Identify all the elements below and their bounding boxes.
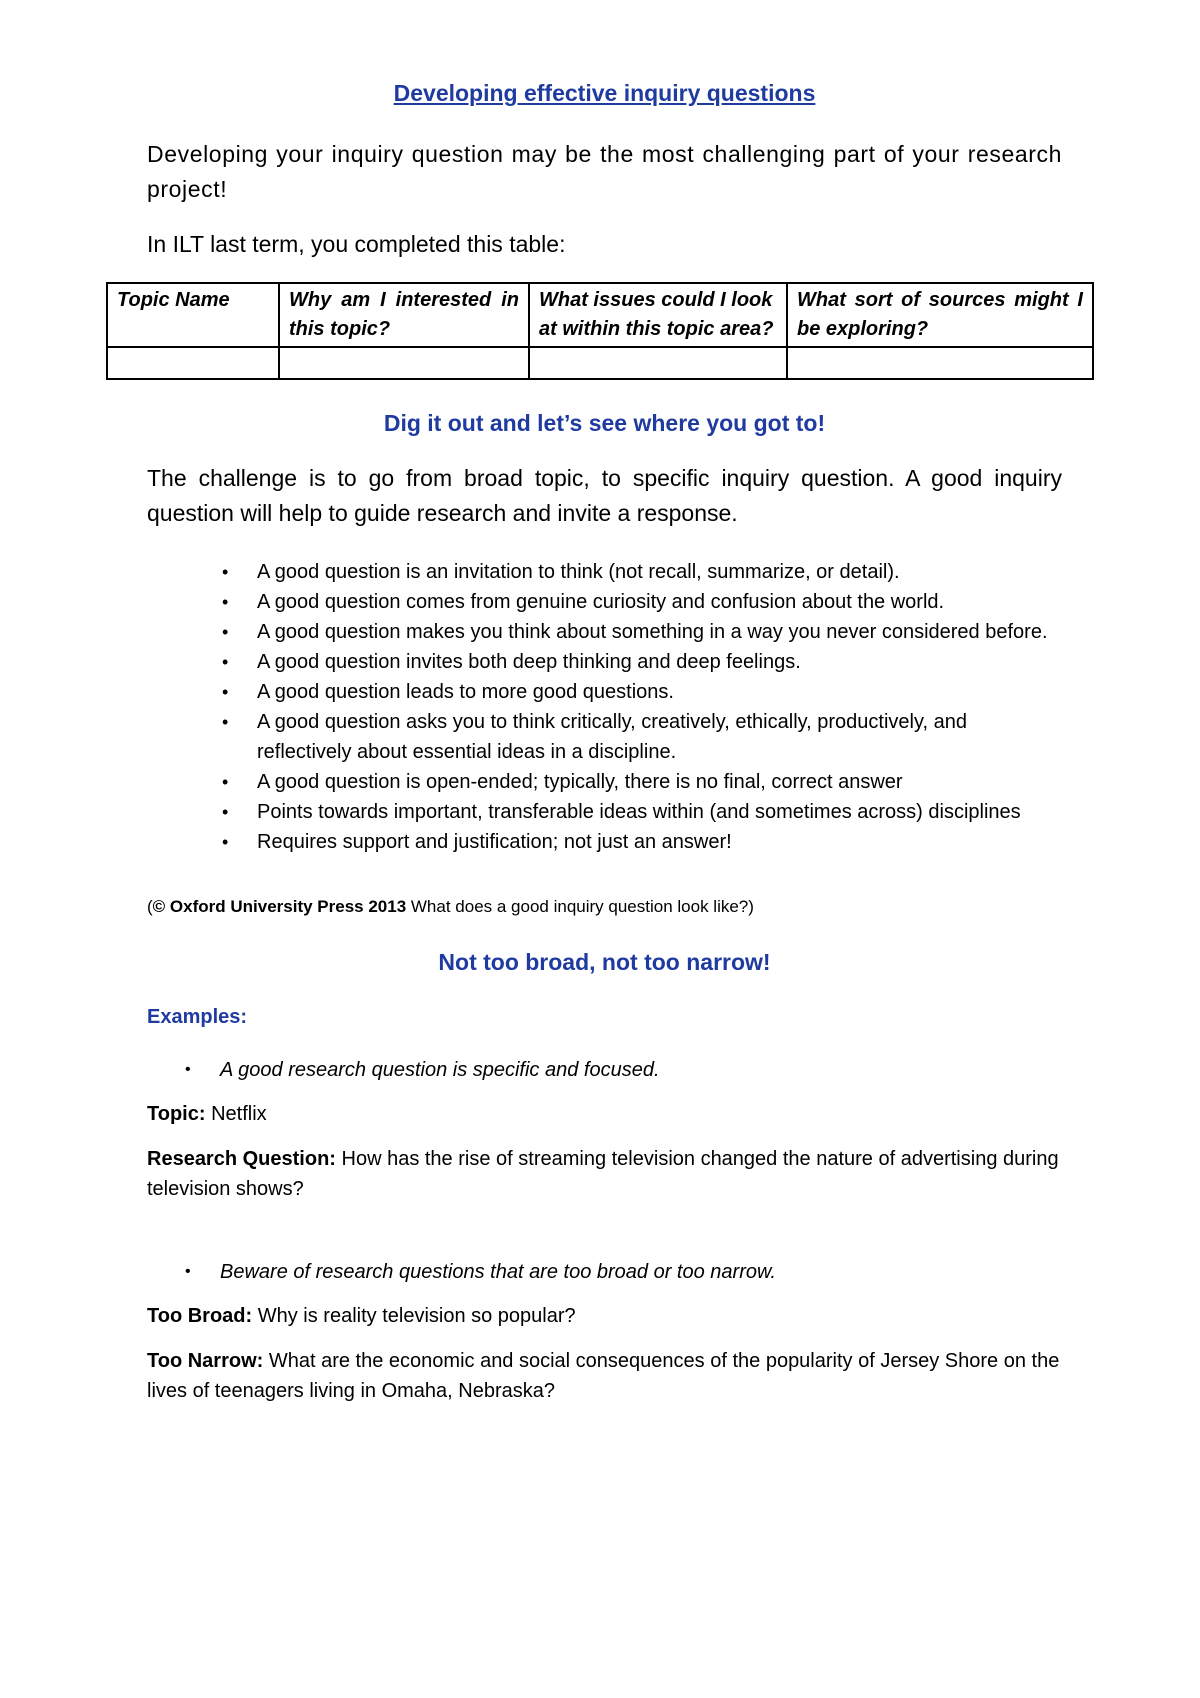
- good-question-list: [147, 557, 1062, 857]
- table-cell[interactable]: [787, 347, 1093, 379]
- bullet-icon: •: [222, 652, 229, 672]
- too-broad-value: Why is reality television so popular?: [252, 1305, 576, 1327]
- broad-heading: Not too broad, not too narrow!: [438, 949, 771, 975]
- examples-label: Examples:: [147, 1006, 248, 1028]
- bullet-icon: •: [222, 772, 229, 792]
- table-empty-row: [107, 347, 1093, 379]
- header-why-interested: Why am I interested in this topic?: [279, 283, 529, 347]
- table-cell[interactable]: [529, 347, 787, 379]
- header-what-sources: What sort of sources might I be exploring?: [787, 283, 1093, 347]
- list-item: • A good question comes from genuine curiosity and confusion about the world.: [257, 587, 1062, 617]
- citation: [147, 895, 1062, 919]
- page-title: Developing effective inquiry questions: [393, 80, 816, 106]
- example-bullet-beware: • Beware of research questions that are too broad or too narrow.: [147, 1257, 1062, 1287]
- list-item: • Points towards important, transferable ideas within (and sometimes across) disciplines: [257, 797, 1062, 827]
- bullet-icon: •: [222, 712, 229, 732]
- table-cell[interactable]: [279, 347, 529, 379]
- research-question-label: Research Question:: [147, 1148, 336, 1170]
- bullet-icon: •: [185, 1263, 191, 1280]
- topic-label: Topic:: [147, 1103, 206, 1125]
- bullet-icon: •: [222, 832, 229, 852]
- list-item: • A good question invites both deep thinking and deep feelings.: [257, 647, 1062, 677]
- bullet-icon: •: [185, 1061, 191, 1078]
- too-narrow-line: [147, 1346, 1062, 1406]
- header-topic-name: Topic Name: [107, 283, 279, 347]
- too-narrow-label: Too Narrow:: [147, 1350, 264, 1372]
- too-broad-line: [147, 1301, 1062, 1331]
- research-question-line: [147, 1144, 1062, 1204]
- topic-value: Netflix: [205, 1103, 267, 1125]
- citation-title: What does a good inquiry question look like?): [406, 897, 754, 916]
- table-header-row: [107, 283, 1093, 347]
- topic-line: [147, 1099, 1062, 1129]
- list-item: • A good question asks you to think critically, creatively, ethically, productively, and reflectively about essential ideas in a discipline.: [257, 707, 1062, 767]
- too-broad-label: Too Broad:: [147, 1305, 253, 1327]
- list-item: • A good question is an invitation to think (not recall, summarize, or detail).: [257, 557, 1062, 587]
- table-intro: In ILT last term, you completed this table:: [147, 231, 566, 257]
- citation-source: © Oxford University Press 2013: [152, 897, 407, 916]
- spacer: [147, 1219, 1062, 1257]
- header-what-issues: What issues could I look at within this topic area?: [529, 283, 787, 347]
- document-body: [117, 80, 1083, 1421]
- list-item: • Requires support and justification; not just an answer!: [257, 827, 1062, 857]
- bullet-icon: •: [222, 622, 229, 642]
- list-item: • A good question leads to more good questions.: [257, 677, 1062, 707]
- topic-table: [106, 282, 1094, 380]
- intro-paragraph: Developing your inquiry question may be the most challenging part of your research project!: [147, 141, 1062, 202]
- dig-heading: Dig it out and let’s see where you got to!: [383, 410, 826, 436]
- table-cell[interactable]: [107, 347, 279, 379]
- bullet-icon: •: [222, 562, 229, 582]
- example-bullet-specific: • A good research question is specific and focused.: [147, 1055, 1062, 1085]
- citation-open: (: [147, 897, 153, 916]
- list-item: • A good question makes you think about something in a way you never considered before.: [257, 617, 1062, 647]
- challenge-paragraph: The challenge is to go from broad topic, to specific inquiry question. A good inquiry question will help to guide research and invite a response.: [147, 465, 1062, 526]
- list-item: • A good question is open-ended; typically, there is no final, correct answer: [257, 767, 1062, 797]
- bullet-icon: •: [222, 682, 229, 702]
- bullet-icon: •: [222, 802, 229, 822]
- research-question-value: How has the rise of streaming television changed the nature of advertising during television shows?: [147, 1148, 1059, 1200]
- too-narrow-value: What are the economic and social consequences of the popularity of Jersey Shore on the lives of teenagers living in Omaha, Nebraska?: [147, 1350, 1060, 1402]
- bullet-icon: •: [222, 592, 229, 612]
